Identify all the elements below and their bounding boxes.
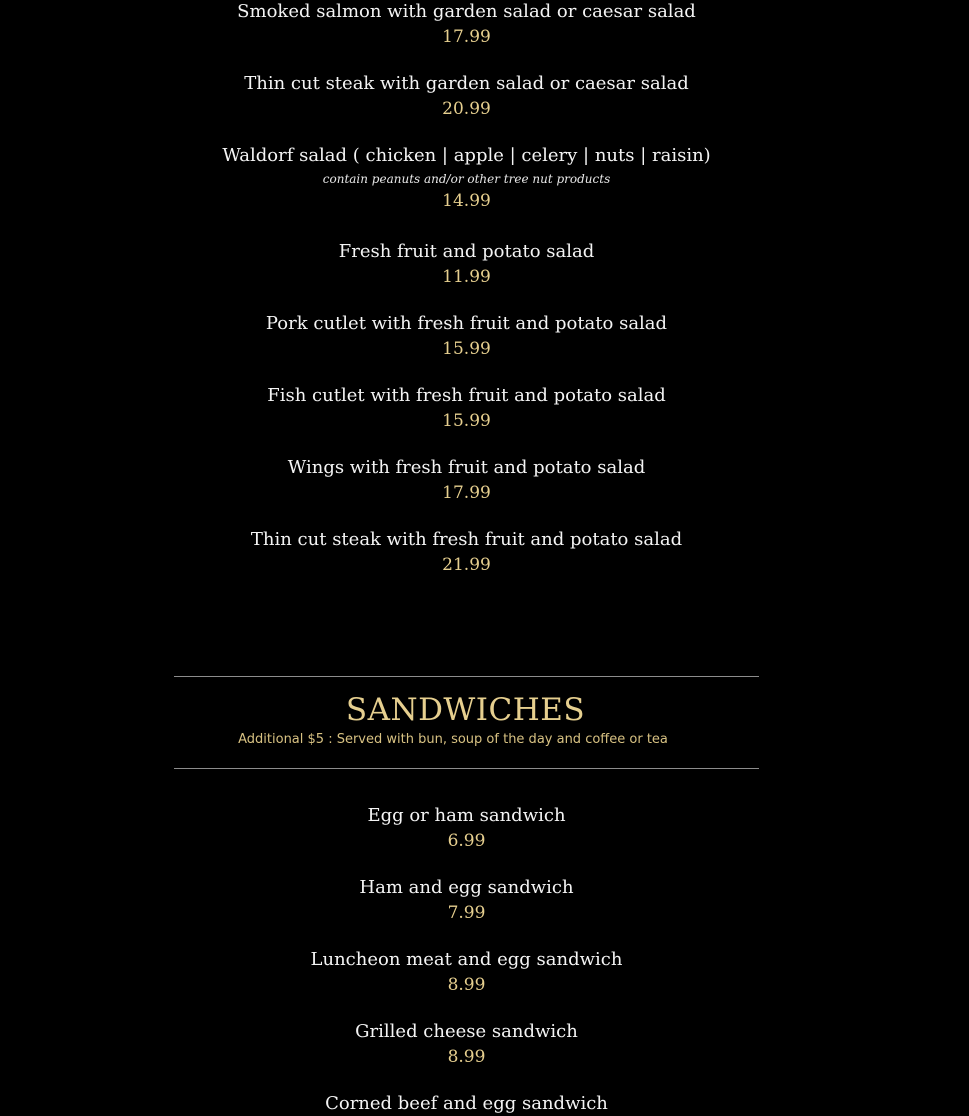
menu-item xyxy=(0,240,933,289)
item-name: Waldorf salad ( chicken | apple | celery | nuts | raisin) xyxy=(222,145,711,166)
item-name: Ham and egg sandwich xyxy=(359,877,574,898)
menu-item xyxy=(0,312,933,361)
menu-item xyxy=(0,0,933,49)
item-price: 6.99 xyxy=(447,831,486,851)
item-price: 8.99 xyxy=(447,1047,486,1067)
item-name: Thin cut steak with fresh fruit and potato salad xyxy=(250,529,683,550)
item-name: Thin cut steak with garden salad or caesar salad xyxy=(244,73,689,94)
item-name: Wings with fresh fruit and potato salad xyxy=(287,457,646,478)
section-divider-bottom xyxy=(174,768,759,769)
menu-item xyxy=(0,528,933,577)
item-name: Smoked salmon with garden salad or caesar salad xyxy=(237,1,696,22)
menu-item xyxy=(0,948,933,997)
item-name: Pork cutlet with fresh fruit and potato salad xyxy=(265,313,668,334)
item-price: 15.99 xyxy=(442,411,491,431)
item-price: 11.99 xyxy=(442,267,491,287)
item-price: 14.99 xyxy=(442,191,491,211)
menu-item xyxy=(0,1020,933,1069)
item-price: 15.99 xyxy=(442,339,491,359)
item-price: 7.99 xyxy=(447,903,486,923)
menu-item xyxy=(0,144,933,213)
menu-item xyxy=(0,456,933,505)
section-divider-top xyxy=(174,676,759,677)
item-price: 8.99 xyxy=(447,975,486,995)
section-subtitle: Additional $5 : Served with bun, soup of the day and coffee or tea xyxy=(238,732,668,747)
menu-item xyxy=(0,72,933,121)
item-price: 17.99 xyxy=(442,27,491,47)
item-price: 21.99 xyxy=(442,555,491,575)
item-name: Luncheon meat and egg sandwich xyxy=(310,949,623,970)
item-price: 20.99 xyxy=(442,99,491,119)
menu-item xyxy=(0,876,933,925)
item-name: Fish cutlet with fresh fruit and potato salad xyxy=(267,385,666,406)
item-name: Fresh fruit and potato salad xyxy=(338,241,595,262)
menu-item xyxy=(0,384,933,433)
item-price: 17.99 xyxy=(442,483,491,503)
item-name: Corned beef and egg sandwich xyxy=(325,1093,608,1114)
menu-item xyxy=(0,1092,933,1116)
item-name: Egg or ham sandwich xyxy=(367,805,566,826)
menu-item xyxy=(0,804,933,853)
item-name: Grilled cheese sandwich xyxy=(355,1021,578,1042)
allergen-note: contain peanuts and/or other tree nut products xyxy=(322,172,611,186)
section-title: SANDWICHES xyxy=(345,692,586,728)
